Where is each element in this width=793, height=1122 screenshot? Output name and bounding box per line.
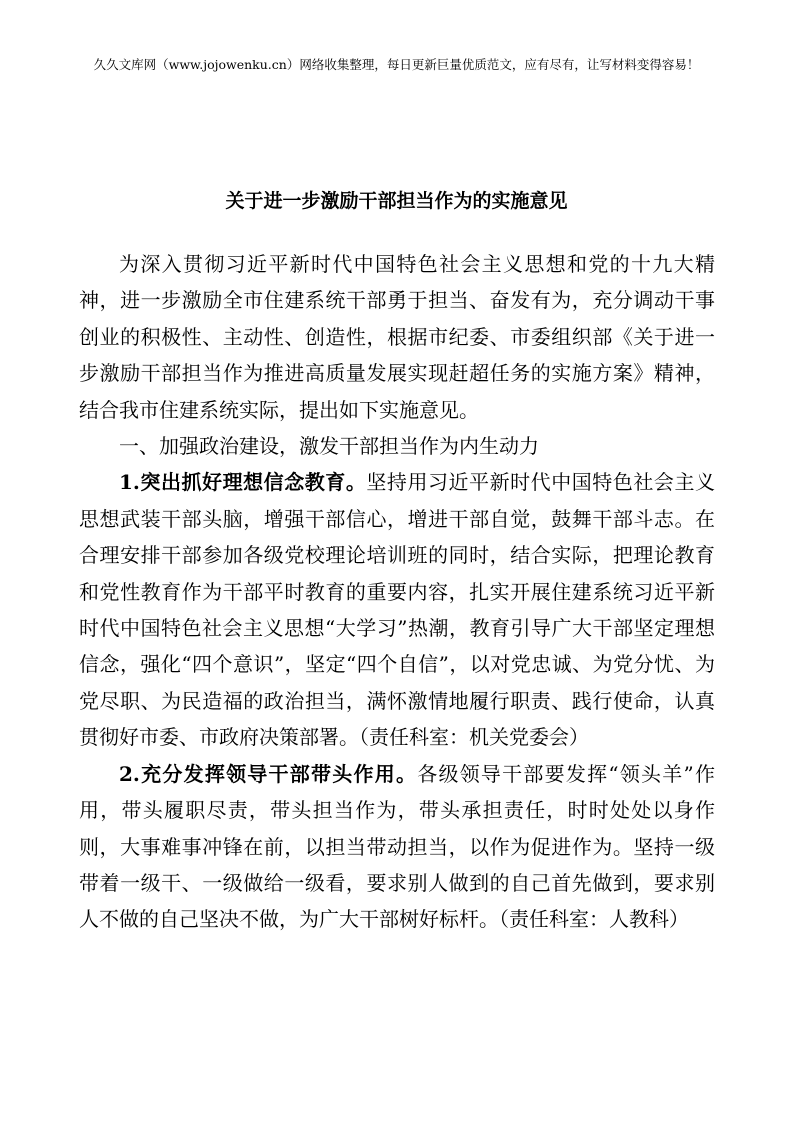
document-body bbox=[79, 246, 715, 938]
intro-paragraph: 为深入贯彻习近平新时代中国特色社会主义思想和党的十九大精神，进一步激励全市住建系统干部勇于担当、奋发有为，充分调动干事创业的积极性、主动性、创造性，根据市纪委、市委组织部《关于进一步激励干部担当作为推进高质量发展实现赶超任务的实施方案》精神，结合我市住建系统实际，提出如下实施意见。 bbox=[79, 252, 715, 422]
item-2-paragraph bbox=[79, 756, 715, 938]
document-title: 关于进一步激励干部担当作为的实施意见 bbox=[225, 190, 568, 212]
item-1-lead: 1.突出抓好理想信念教育。 bbox=[119, 470, 367, 495]
header-note: 久久文库网（www.jojowenku.cn）网络收集整理，每日更新巨量优质范文，应有尽有，让写材料变得容易！ bbox=[93, 57, 700, 72]
item-2-lead: 2.充分发挥领导干部带头作用。 bbox=[119, 761, 418, 786]
item-1-paragraph bbox=[79, 464, 715, 755]
section-1-heading: 一、加强政治建设，激发干部担当作为内生动力 bbox=[119, 434, 539, 459]
item-1-body: 坚持用习近平新时代中国特色社会主义思想武装干部头脑，增强干部信心，增进干部自觉，鼓舞干部斗志。在合理安排干部参加各级党校理论培训班的同时，结合实际，把理论教育和党性教育作为干部平时教育的重要内容，扎实开展住建系统习近平新时代中国特色社会主义思想“大学习”热潮，教育引导广大干部坚定理想信念，强化“四个意识”，坚定“四个自信”，以对党忠诚、为党分忧、为党尽职、为民造福的政治担当，满怀激情地履行职责、践行使命，认真贯彻好市委、市政府决策部署。（责任科室：机关党委会） bbox=[79, 470, 715, 750]
item-2-body: 各级领导干部要发挥“领头羊”作用，带头履职尽责，带头担当作为，带头承担责任，时时处处以身作则，大事难事冲锋在前，以担当带动担当，以作为促进作为。坚持一级带着一级干、一级做给一级看，要求别人做到的自己首先做到，要求别人不做的自己坚决不做，为广大干部树好标杆。（责任科室：人教科） bbox=[79, 761, 715, 932]
